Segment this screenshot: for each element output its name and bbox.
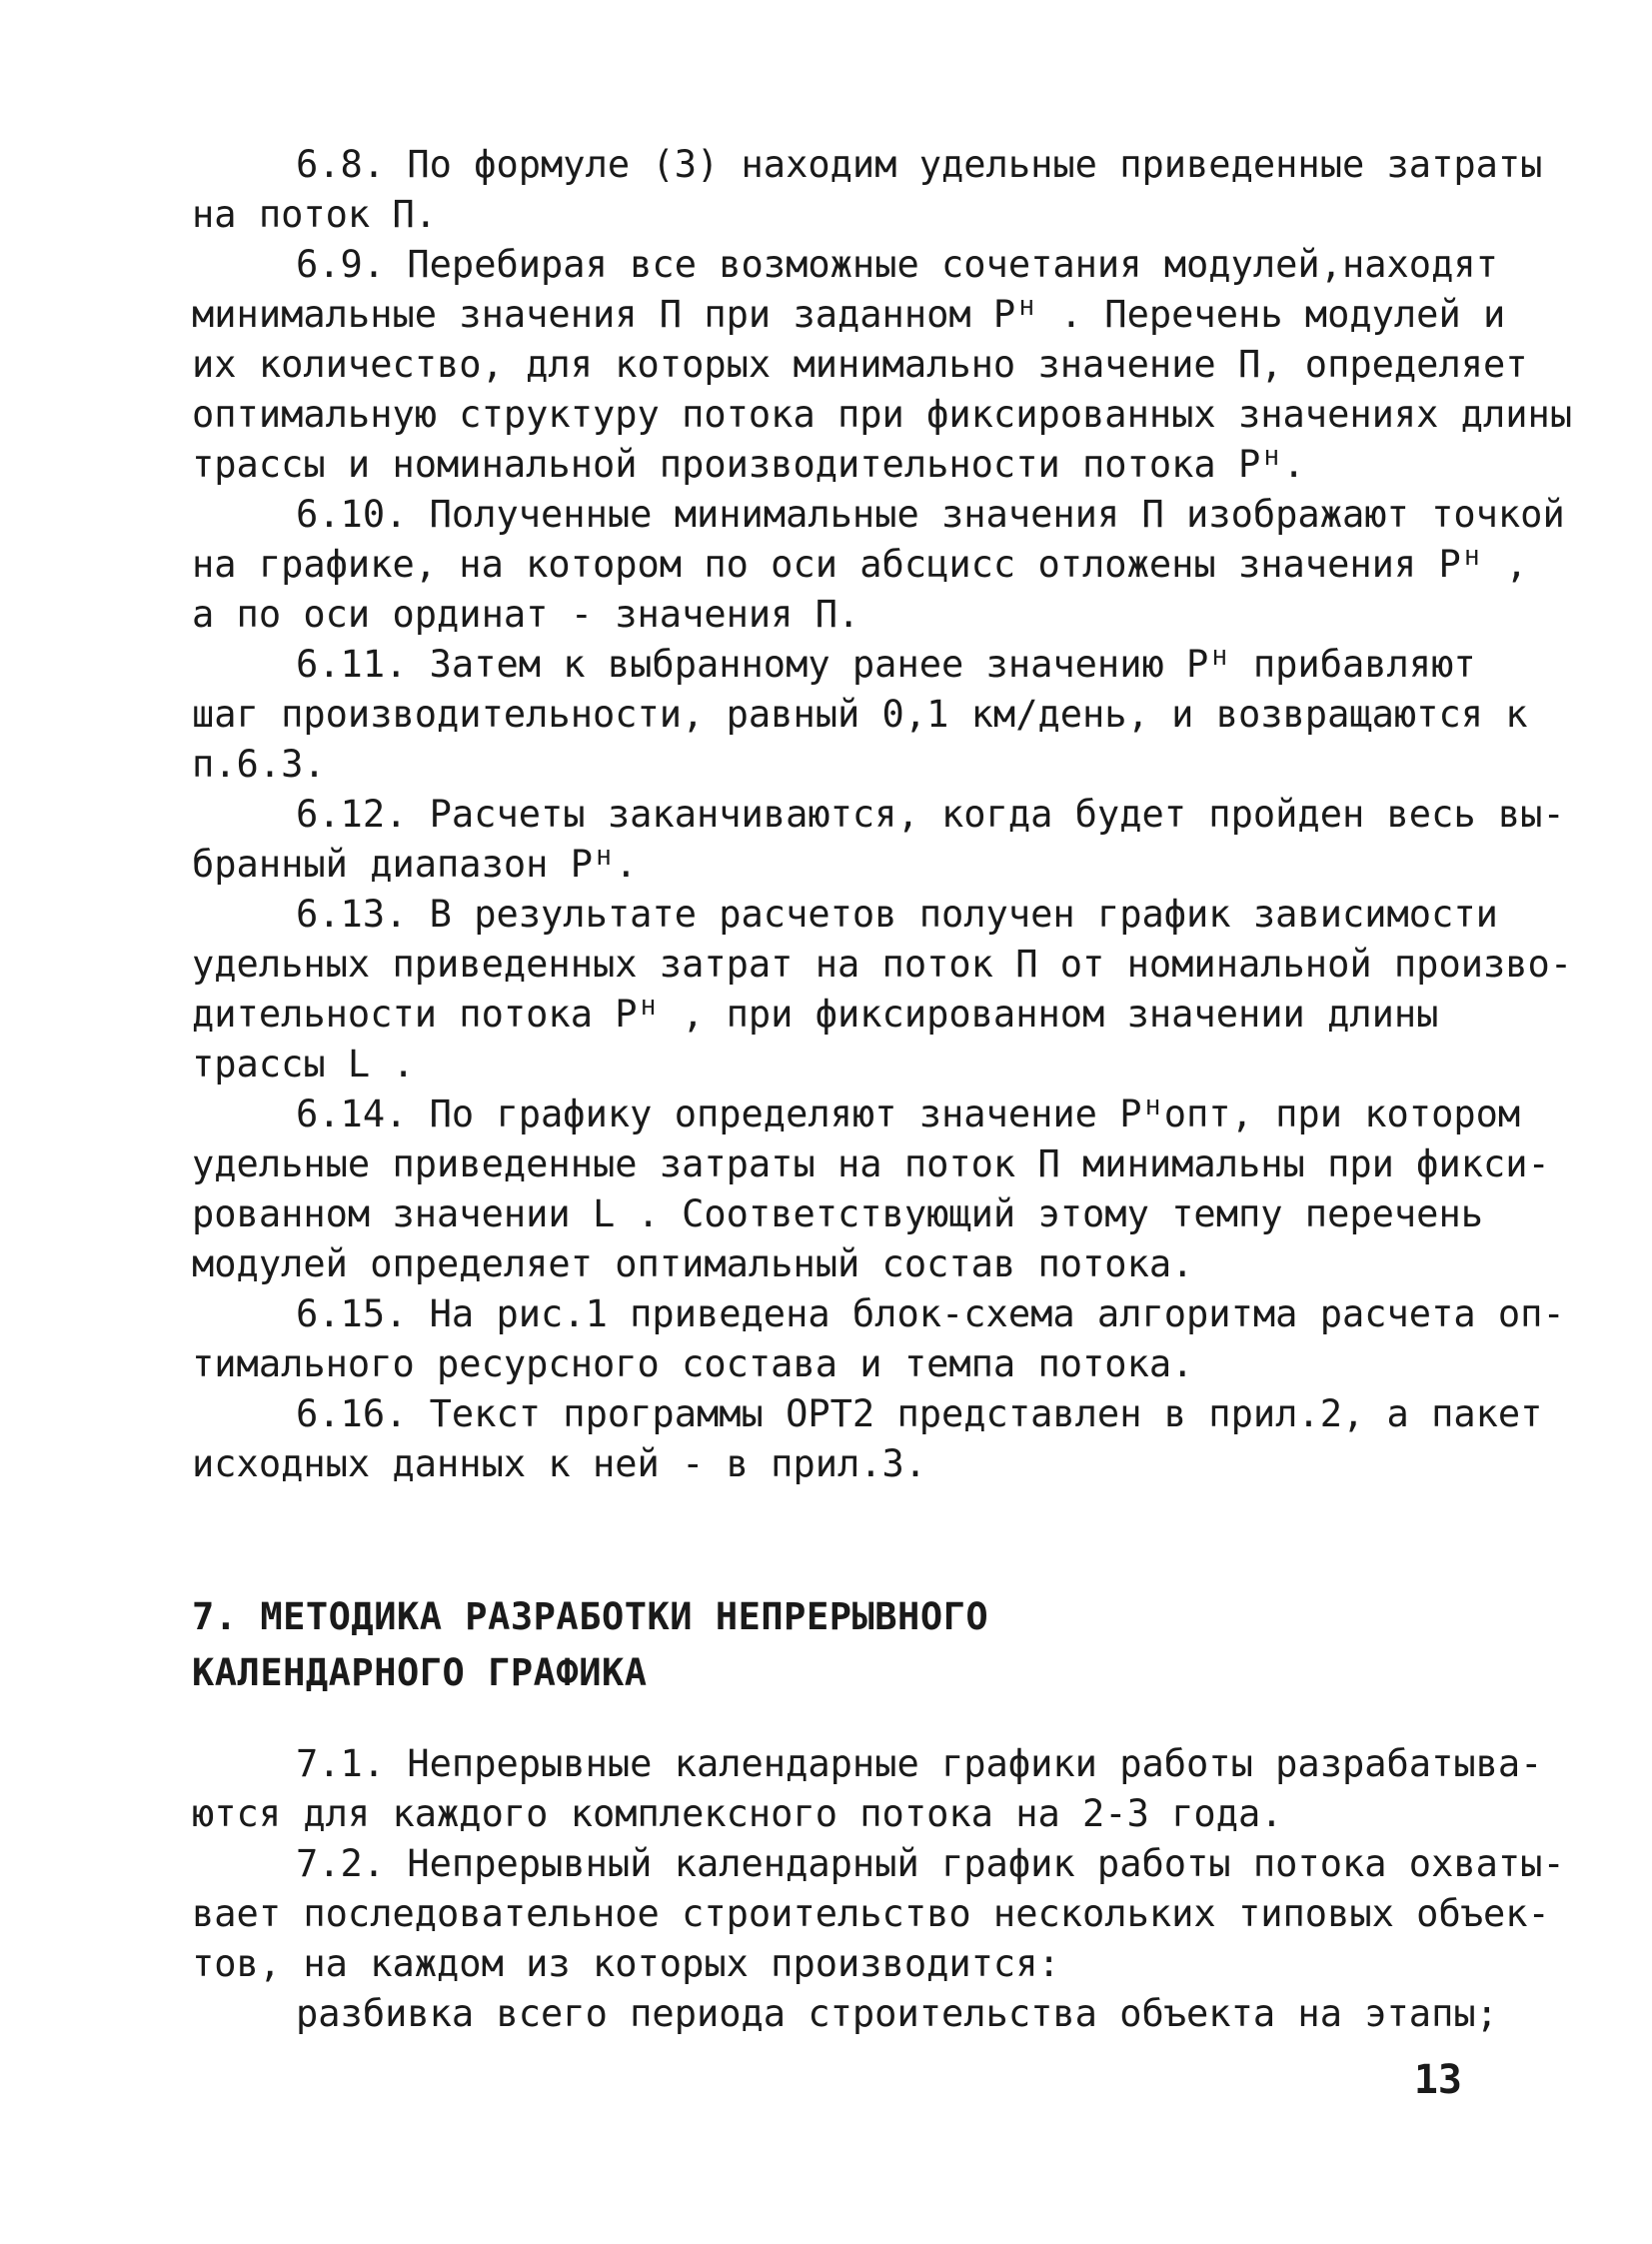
text-line: бранный диапазон Pᴴ. (192, 843, 638, 886)
text-line: модулей определяет оптимальный состав потока. (192, 1242, 1194, 1285)
text-line: оптимальную структуру потока при фиксированных значениях длины (192, 393, 1573, 436)
text-line: дительности потока Pᴴ , при фиксированном значении длины (192, 993, 1439, 1036)
text-line: трассы L . (192, 1043, 415, 1086)
paragraph-6-10 (192, 490, 1565, 640)
text-line: 6.15. На рис.1 приведена блок-схема алгоритма расчета оп- (296, 1292, 1565, 1335)
paragraph-7-2 (192, 1839, 1565, 1989)
text-line: 6.16. Текст программы ОРТ2 представлен в прил.2, а пакет (296, 1392, 1543, 1435)
paragraph-6-8 (192, 140, 1543, 240)
text-line: исходных данных к ней - в прил.3. (192, 1442, 927, 1485)
paragraph-7-2-item (192, 1989, 1498, 2039)
text-line: рованном значении L . Соответствующий этому темпу перечень (192, 1192, 1484, 1235)
text-line: удельные приведенные затраты на поток П минимальны при фикси- (192, 1142, 1550, 1185)
text-line: 6.10. Полученные минимальные значения П изображают точкой (296, 493, 1565, 536)
paragraph-6-16 (192, 1389, 1543, 1489)
paragraph-6-15 (192, 1289, 1565, 1389)
text-line: вает последовательное строительство нескольких типовых объек- (192, 1892, 1550, 1935)
heading-line: КАЛЕНДАРНОГО ГРАФИКА (192, 1651, 648, 1694)
text-line: 6.12. Расчеты заканчиваются, когда будет пройден весь вы- (296, 793, 1565, 836)
paragraph-6-13 (192, 890, 1573, 1090)
text-line: тов, на каждом из которых производится: (192, 1942, 1060, 1985)
text-line: шаг производительности, равный 0,1 км/день, и возвращаются к (192, 693, 1528, 736)
text-line: удельных приведенных затрат на поток П от номинальной произво- (192, 943, 1573, 986)
text-line: 6.13. В результате расчетов получен график зависимости (296, 893, 1498, 936)
paragraph-6-11 (192, 640, 1528, 790)
text-line: 6.14. По графику определяют значение Pᴴопт, при котором (296, 1093, 1521, 1135)
paragraph-6-9 (192, 240, 1573, 490)
text-line: 7.1. Непрерывные календарные графики работы разрабатыва- (296, 1742, 1543, 1785)
paragraph-6-12 (192, 790, 1565, 890)
text-line: тимального ресурсного состава и темпа потока. (192, 1342, 1194, 1385)
text-line: трассы и номинальной производительности потока Pᴴ. (192, 443, 1305, 486)
text-line: а по оси ординат - значения П. (192, 593, 860, 636)
text-line: 6.8. По формуле (3) находим удельные приведенные затраты (296, 143, 1543, 186)
text-line: 6.11. Затем к выбранному ранее значению Pᴴ прибавляют (296, 643, 1476, 686)
text-line: минимальные значения П при заданном Pᴴ . Перечень модулей и (192, 293, 1506, 336)
text-line: п.6.3. (192, 743, 326, 786)
text-line: на графике, на котором по оси абсцисс отложены значения Pᴴ , (192, 543, 1528, 586)
paragraph-6-14 (192, 1090, 1550, 1289)
section-heading (192, 1589, 1461, 1701)
paragraph-7-1 (192, 1739, 1543, 1839)
text-line: ются для каждого комплексного потока на 2-3 года. (192, 1792, 1283, 1835)
heading-line: 7. МЕТОДИКА РАЗРАБОТКИ НЕПРЕРЫВНОГО (192, 1595, 989, 1638)
text-line: разбивка всего периода строительства объекта на этапы; (296, 1992, 1498, 2035)
page-number: 13 (1413, 2057, 1462, 2103)
text-line: на поток П. (192, 193, 438, 236)
text-line: 6.9. Перебирая все возможные сочетания модулей,находят (296, 243, 1498, 286)
text-line: их количество, для которых минимально значение П, определяет (192, 343, 1528, 386)
text-line: 7.2. Непрерывный календарный график работы потока охваты- (296, 1842, 1565, 1885)
